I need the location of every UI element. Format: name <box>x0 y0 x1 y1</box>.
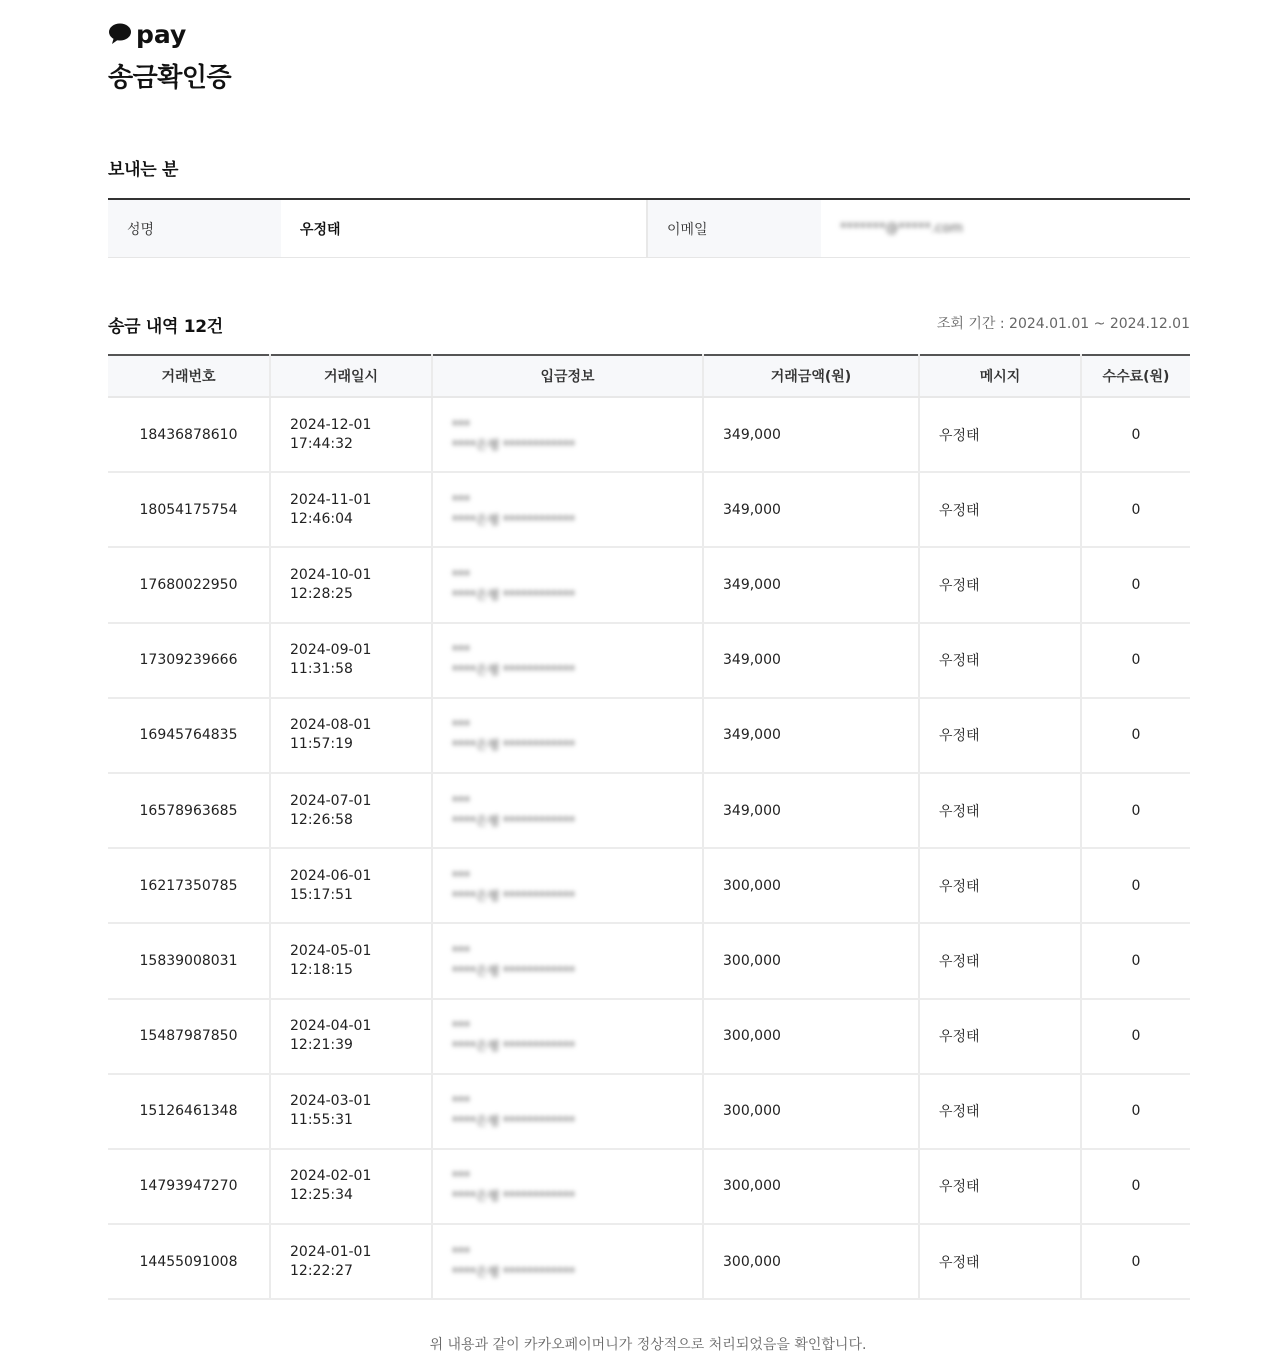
transaction-message: 우정태 <box>919 1224 1081 1299</box>
deposit-info <box>432 547 703 622</box>
deposit-info <box>432 698 703 773</box>
transaction-time: 12:26:58 <box>290 811 353 828</box>
transaction-amount: 349,000 <box>703 397 919 472</box>
transaction-datetime <box>270 773 432 848</box>
table-row <box>108 397 1190 472</box>
query-period: 조회 기간 : 2024.01.01 ~ 2024.12.01 <box>936 316 1190 332</box>
transaction-amount: 300,000 <box>703 1074 919 1149</box>
transaction-amount: 300,000 <box>703 1224 919 1299</box>
deposit-account: ****은행 ************ <box>452 663 575 678</box>
transaction-message: 우정태 <box>919 1074 1081 1149</box>
transaction-no: 17680022950 <box>108 547 270 622</box>
transaction-date: 2024-03-01 <box>290 1093 372 1110</box>
deposit-recipient: *** <box>452 1019 470 1034</box>
transaction-fee: 0 <box>1081 397 1190 472</box>
table-row <box>108 773 1190 848</box>
transaction-amount: 300,000 <box>703 923 919 998</box>
deposit-recipient: *** <box>452 793 470 808</box>
deposit-account: ****은행 ************ <box>452 1114 575 1129</box>
transaction-amount: 349,000 <box>703 698 919 773</box>
deposit-info <box>432 923 703 998</box>
deposit-recipient: *** <box>452 943 470 958</box>
deposit-recipient: *** <box>452 1169 470 1184</box>
deposit-account: ****은행 ************ <box>452 512 575 527</box>
transaction-amount: 349,000 <box>703 547 919 622</box>
transaction-fee: 0 <box>1081 999 1190 1074</box>
email-text: *******@*****.com <box>840 221 963 236</box>
transaction-message: 우정태 <box>919 623 1081 698</box>
transaction-message: 우정태 <box>919 472 1081 547</box>
transaction-time: 11:57:19 <box>290 736 353 753</box>
deposit-account: ****은행 ************ <box>452 1039 575 1054</box>
transaction-fee: 0 <box>1081 1224 1190 1299</box>
transaction-time: 12:21:39 <box>290 1037 353 1054</box>
kakaopay-logo <box>108 18 231 50</box>
email-value <box>821 200 1190 257</box>
deposit-info <box>432 848 703 923</box>
transaction-no: 14793947270 <box>108 1149 270 1224</box>
transaction-time: 12:22:27 <box>290 1262 353 1279</box>
transaction-no: 15487987850 <box>108 999 270 1074</box>
transaction-no: 16578963685 <box>108 773 270 848</box>
transaction-datetime <box>270 1074 432 1149</box>
transaction-time: 17:44:32 <box>290 435 353 452</box>
transaction-fee: 0 <box>1081 623 1190 698</box>
deposit-info <box>432 773 703 848</box>
deposit-account: ****은행 ************ <box>452 888 575 903</box>
transaction-time: 12:46:04 <box>290 510 353 527</box>
transaction-fee: 0 <box>1081 773 1190 848</box>
transaction-no: 18054175754 <box>108 472 270 547</box>
deposit-recipient: *** <box>452 492 470 507</box>
header <box>108 18 231 94</box>
transaction-message: 우정태 <box>919 547 1081 622</box>
transaction-fee: 0 <box>1081 923 1190 998</box>
transaction-datetime <box>270 1224 432 1299</box>
table-row <box>108 547 1190 622</box>
transaction-datetime <box>270 547 432 622</box>
table-row <box>108 1074 1190 1149</box>
speech-bubble-icon <box>108 23 132 45</box>
deposit-recipient: *** <box>452 567 470 582</box>
table-body <box>108 397 1190 1299</box>
transaction-time: 12:18:15 <box>290 961 353 978</box>
transaction-amount: 349,000 <box>703 472 919 547</box>
transaction-amount: 349,000 <box>703 623 919 698</box>
deposit-info <box>432 472 703 547</box>
transaction-date: 2024-12-01 <box>290 416 372 433</box>
transaction-no: 16945764835 <box>108 698 270 773</box>
table-row <box>108 623 1190 698</box>
deposit-info <box>432 397 703 472</box>
deposit-account: ****은행 ************ <box>452 587 575 602</box>
column-header-fee: 수수료(원) <box>1081 355 1190 397</box>
deposit-info <box>432 623 703 698</box>
column-header-datetime: 거래일시 <box>270 355 432 397</box>
transaction-message: 우정태 <box>919 397 1081 472</box>
name-label: 성명 <box>108 200 281 257</box>
column-header-transaction-no: 거래번호 <box>108 355 270 397</box>
deposit-recipient: *** <box>452 1244 470 1259</box>
transaction-message: 우정태 <box>919 773 1081 848</box>
transaction-fee: 0 <box>1081 472 1190 547</box>
transaction-fee: 0 <box>1081 698 1190 773</box>
transaction-date: 2024-08-01 <box>290 717 372 734</box>
transaction-no: 15126461348 <box>108 1074 270 1149</box>
transaction-time: 11:55:31 <box>290 1112 353 1129</box>
deposit-account: ****은행 ************ <box>452 963 575 978</box>
logo-text: pay <box>136 19 187 49</box>
confirmation-note: 위 내용과 같이 카카오페이머니가 정상적으로 처리되었음을 확인합니다. <box>429 1337 867 1353</box>
column-header-deposit-info: 입금정보 <box>432 355 703 397</box>
transaction-datetime <box>270 999 432 1074</box>
transaction-date: 2024-01-01 <box>290 1243 372 1260</box>
transaction-time: 12:28:25 <box>290 585 353 602</box>
transaction-fee: 0 <box>1081 547 1190 622</box>
transaction-amount: 300,000 <box>703 848 919 923</box>
transaction-date: 2024-06-01 <box>290 867 372 884</box>
transaction-datetime <box>270 923 432 998</box>
transaction-message: 우정태 <box>919 698 1081 773</box>
deposit-recipient: *** <box>452 417 470 432</box>
transaction-no: 15839008031 <box>108 923 270 998</box>
transaction-datetime <box>270 472 432 547</box>
transaction-time: 11:31:58 <box>290 661 353 678</box>
transaction-no: 14455091008 <box>108 1224 270 1299</box>
deposit-account: ****은행 ************ <box>452 1189 575 1204</box>
deposit-recipient: *** <box>452 868 470 883</box>
transaction-date: 2024-07-01 <box>290 792 372 809</box>
transaction-message: 우정태 <box>919 923 1081 998</box>
transaction-amount: 300,000 <box>703 999 919 1074</box>
deposit-account: ****은행 ************ <box>452 738 575 753</box>
transaction-fee: 0 <box>1081 1074 1190 1149</box>
table-row <box>108 698 1190 773</box>
column-header-amount: 거래금액(원) <box>703 355 919 397</box>
column-header-message: 메시지 <box>919 355 1081 397</box>
history-section-title: 송금 내역 12건 <box>108 317 223 337</box>
deposit-recipient: *** <box>452 718 470 733</box>
sender-info-table <box>108 198 1190 258</box>
transaction-date: 2024-05-01 <box>290 942 372 959</box>
transaction-no: 16217350785 <box>108 848 270 923</box>
table-row <box>108 923 1190 998</box>
transaction-no: 17309239666 <box>108 623 270 698</box>
transaction-date: 2024-09-01 <box>290 642 372 659</box>
deposit-info <box>432 1224 703 1299</box>
deposit-info <box>432 1149 703 1224</box>
transaction-amount: 349,000 <box>703 773 919 848</box>
table-row <box>108 999 1190 1074</box>
transaction-fee: 0 <box>1081 1149 1190 1224</box>
deposit-account: ****은행 ************ <box>452 1264 575 1279</box>
deposit-account: ****은행 ************ <box>452 437 575 452</box>
transaction-time: 15:17:51 <box>290 886 353 903</box>
table-row <box>108 1149 1190 1224</box>
page-title: 송금확인증 <box>108 63 232 93</box>
transaction-date: 2024-11-01 <box>290 491 372 508</box>
transaction-fee: 0 <box>1081 848 1190 923</box>
transaction-datetime <box>270 397 432 472</box>
email-label: 이메일 <box>648 200 821 257</box>
transaction-no: 18436878610 <box>108 397 270 472</box>
transaction-datetime <box>270 1149 432 1224</box>
table-row <box>108 848 1190 923</box>
deposit-recipient: *** <box>452 643 470 658</box>
transaction-date: 2024-10-01 <box>290 566 372 583</box>
transaction-datetime <box>270 698 432 773</box>
transaction-date: 2024-02-01 <box>290 1168 372 1185</box>
transaction-amount: 300,000 <box>703 1149 919 1224</box>
transaction-message: 우정태 <box>919 848 1081 923</box>
transaction-message: 우정태 <box>919 1149 1081 1224</box>
sender-section-title: 보내는 분 <box>108 160 179 180</box>
table-row <box>108 472 1190 547</box>
deposit-recipient: *** <box>452 1094 470 1109</box>
deposit-info <box>432 1074 703 1149</box>
transaction-time: 12:25:34 <box>290 1187 353 1204</box>
transaction-message: 우정태 <box>919 999 1081 1074</box>
transfer-history-table <box>108 354 1190 1300</box>
table-header-row <box>108 355 1190 397</box>
name-value: 우정태 <box>281 200 648 257</box>
transaction-date: 2024-04-01 <box>290 1018 372 1035</box>
transaction-datetime <box>270 848 432 923</box>
deposit-info <box>432 999 703 1074</box>
deposit-account: ****은행 ************ <box>452 813 575 828</box>
table-row <box>108 1224 1190 1299</box>
transaction-datetime <box>270 623 432 698</box>
